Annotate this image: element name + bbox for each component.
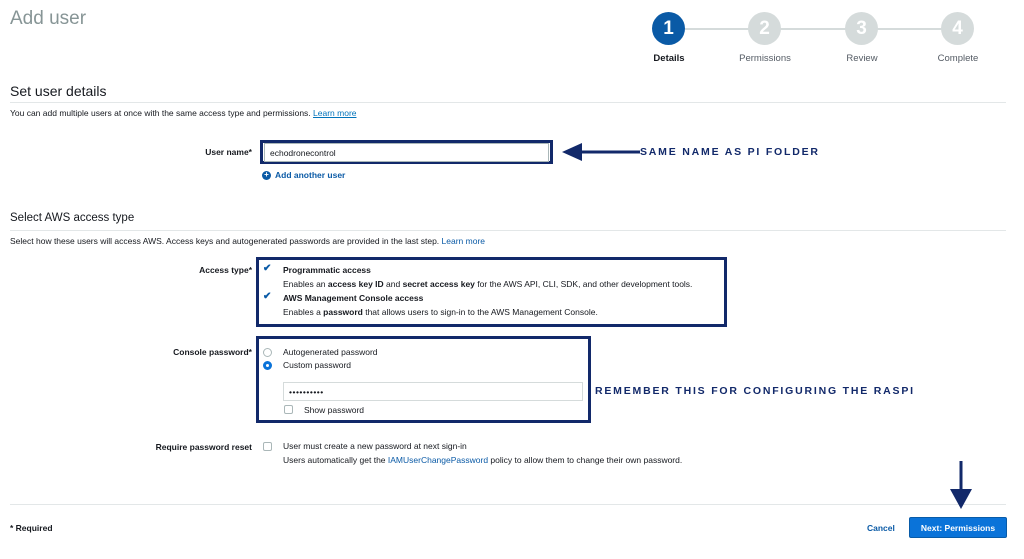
programmatic-access-description: [283, 279, 692, 289]
desc-text: and: [383, 279, 403, 289]
user-details-title: Set user details: [10, 83, 107, 99]
step-4-label: Complete: [937, 53, 979, 64]
step-2-label: Permissions: [739, 53, 791, 64]
access-type-label: Access type*: [199, 265, 252, 275]
step-2-circle[interactable]: 2: [748, 12, 781, 45]
desc-bold: access key ID: [327, 279, 384, 289]
required-note: * Required: [10, 523, 53, 533]
desc-bold: secret access key: [402, 279, 475, 289]
step-1-label: Details: [653, 53, 685, 64]
console-password-label: Console password*: [173, 347, 252, 357]
section-divider: [10, 102, 1006, 103]
console-access-description: [283, 307, 598, 317]
step-3-circle[interactable]: 3: [845, 12, 878, 45]
console-access-title: AWS Management Console access: [283, 293, 424, 303]
step-1-circle[interactable]: 1: [652, 12, 685, 45]
learn-more-link[interactable]: Learn more: [313, 108, 357, 118]
autogenerated-password-radio[interactable]: [263, 348, 272, 357]
custom-password-radio[interactable]: [263, 361, 272, 370]
stepper-line: [685, 28, 958, 30]
add-another-user-label: Add another user: [275, 170, 346, 180]
user-name-label: User name*: [205, 147, 252, 157]
section-divider: [10, 230, 1006, 231]
desc-text: Enables a: [283, 307, 324, 317]
user-details-description: [10, 108, 357, 118]
access-type-description-text: Select how these users will access AWS. Access keys and autogenerated passwords are provided in the last step.: [10, 236, 440, 246]
note-text: policy to allow them to change their own password.: [488, 455, 683, 465]
password-annotation: REMEMBER THIS FOR CONFIGURING THE RASPI: [595, 385, 915, 397]
custom-password-input[interactable]: ••••••••••: [283, 382, 583, 401]
desc-text: for the AWS API, CLI, SDK, and other development tools.: [474, 279, 693, 289]
desc-text: Enables an: [283, 279, 328, 289]
access-type-description: [10, 236, 485, 246]
arrow-down-icon: [950, 461, 972, 509]
require-password-reset-checkbox[interactable]: [263, 442, 272, 451]
show-password-label: Show password: [304, 405, 365, 415]
console-access-checkbox[interactable]: ✔: [263, 291, 272, 302]
arrow-left-icon: [562, 143, 640, 161]
programmatic-access-checkbox[interactable]: ✔: [263, 263, 272, 274]
iam-policy-link[interactable]: IAMUserChangePassword: [387, 455, 489, 465]
require-password-reset-option: User must create a new password at next sign-in: [283, 441, 467, 451]
name-annotation: SAME NAME AS PI FOLDER: [640, 146, 820, 158]
custom-password-label: Custom password: [283, 360, 352, 370]
step-4-circle[interactable]: 4: [941, 12, 974, 45]
desc-bold: password: [323, 307, 363, 317]
desc-text: that allows users to sign-in to the AWS Management Console.: [362, 307, 598, 317]
password-reset-note: [283, 455, 682, 465]
step-3-label: Review: [846, 53, 878, 64]
note-text: Users automatically get the: [283, 455, 388, 465]
require-password-reset-label: Require password reset: [155, 442, 252, 452]
show-password-checkbox[interactable]: [284, 405, 293, 414]
access-type-title: Select AWS access type: [10, 212, 135, 224]
plus-icon: +: [262, 171, 271, 180]
cancel-button[interactable]: Cancel: [867, 523, 895, 533]
footer-divider: [10, 504, 1006, 505]
autogenerated-password-label: Autogenerated password: [283, 347, 378, 357]
page-title: Add user: [10, 8, 87, 29]
next-permissions-button[interactable]: Next: Permissions: [909, 517, 1007, 538]
user-details-description-text: You can add multiple users at once with the same access type and permissions.: [10, 108, 311, 118]
learn-more-link[interactable]: Learn more: [441, 236, 486, 246]
user-name-input[interactable]: echodronecontrol: [264, 143, 549, 162]
add-another-user-button[interactable]: [262, 170, 345, 180]
programmatic-access-title: Programmatic access: [283, 265, 371, 275]
